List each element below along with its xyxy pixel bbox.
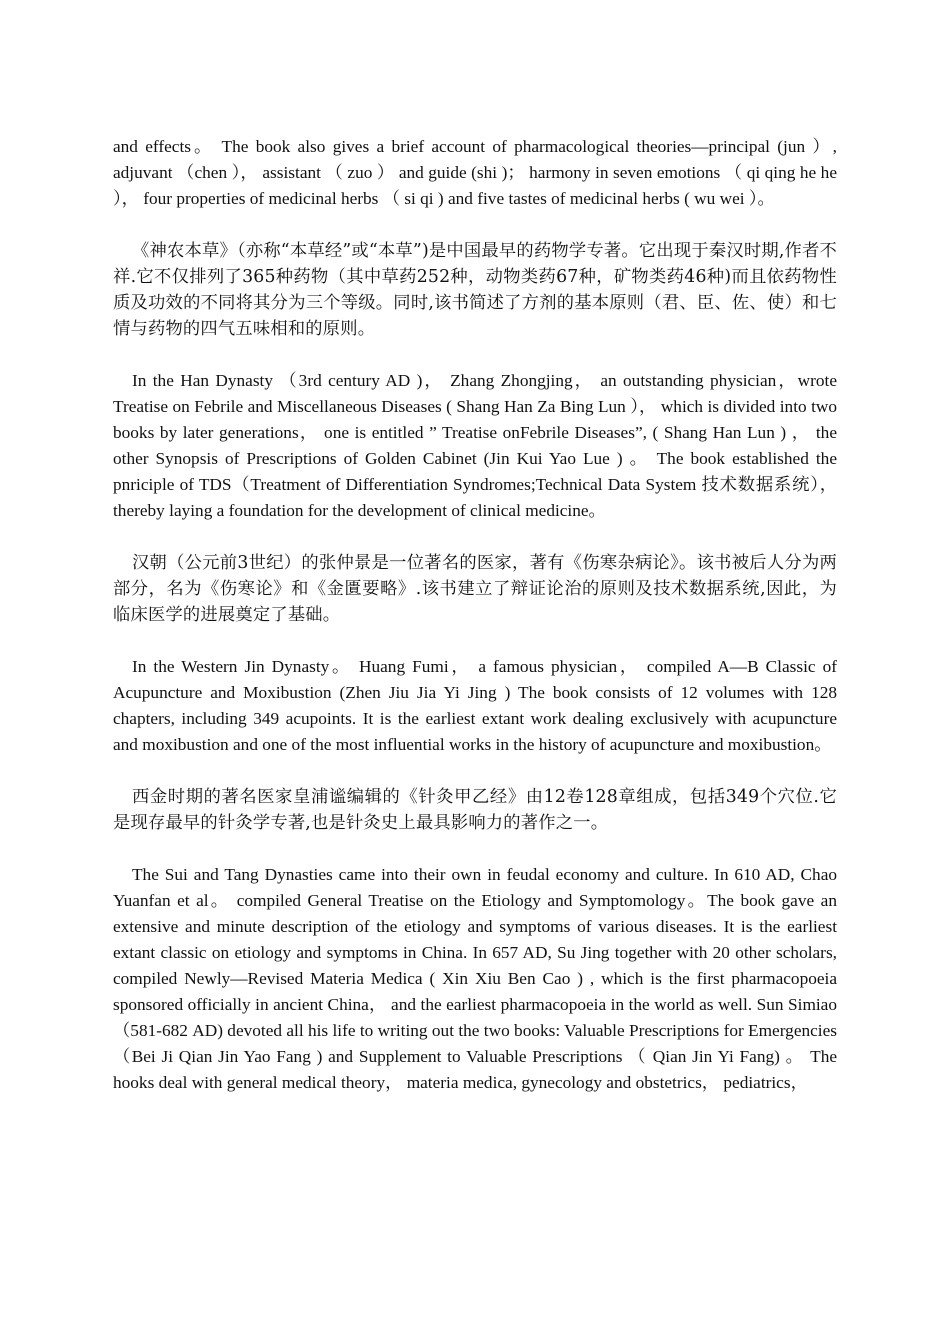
paragraph-zh-shennong: 《神农本草》（亦称“本草经”或“本草”)是中国最早的药物学专著。它出现于秦汉时期,作者不祥.它不仅排列了365种药物（其中草药252种，动物类药67种，矿物类药46种)而且依药物性质及功效的不同将其分为三个等级。同时,该书简述了方剂的基本原则（君、臣、佐、使）和七情与药物的四气五味相和的原则。: [113, 241, 837, 339]
paragraph-zh-western-jin: 西金时期的著名医家皇浦谧编辑的《针灸甲乙经》由12卷128章组成，包括349个穴位.它是现存最早的针灸学专著,也是针灸史上最具影响力的著作之一。: [113, 787, 837, 833]
paragraph-en-han-dynasty: In the Han Dynasty （3rd century AD )， Zhang Zhongjing， an outstanding physician，wrote Treatise on Febrile and Miscellaneous Diseases ( Shang Han Za Bing Lun ）， which is divided into two books by later generations， one is entitled ” Treatise onFebrile Diseases”, ( Shang Han Lun ) ， the other Synopsis of Prescriptions of Golden Cabinet (Jin Kui Yao Lue ) 。 The book established the pnriciple of TDS（Treatment of Differentiation Syndromes;Technical Data System 技术数据系统）， thereby laying a foundation for the development of clinical medicine。: [113, 371, 837, 520]
paragraph-en-sui-tang: The Sui and Tang Dynasties came into their own in feudal economy and culture. In 610 AD, Chao Yuanfan et al。 compiled General Treatise on the Etiology and Symptomology。The book gave an extensive and minute description of the etiology and symptoms of various diseases. It is the earliest extant classic on etiology and symptoms in China. In 657 AD, Su Jing together with 20 other scholars, compiled Newly—Revised Materia Medica ( Xin Xiu Ben Cao ) , which is the first pharmacopoeia sponsored officially in ancient China， and the earliest pharmacopoeia in the world as well. Sun Simiao （581-682 AD) devoted all his life to writing out the two books: Valuable Prescriptions for Emergencies （Bei Ji Qian Jin Yao Fang ) and Supplement to Valuable Prescriptions （ Qian Jin Yi Fang) 。 The hooks deal with general medical theory， materia medica, gynecology and obstetrics， pediatrics，: [113, 865, 837, 1092]
paragraph-en-western-jin: In the Western Jin Dynasty。 Huang Fumi， a famous physician， compiled A—B Classic of Acupuncture and Moxibustion (Zhen Jiu Jia Yi Jing ) The book consists of 12 volumes with 128 chapters, including 349 acupoints. It is the earliest extant work dealing exclusively with acupuncture and moxibustion and one of the most influential works in the history of acupuncture and moxibustion。: [113, 657, 837, 754]
paragraph-en-pharmacology: and effects。 The book also gives a brief account of pharmacological theories—principal (jun ）, adjuvant （chen ）， assistant （ zuo ） and guide (shi )； harmony in seven emotions （ qi qing he he ）， four properties of medicinal herbs （ si qi ) and five tastes of medicinal herbs ( wu wei ）。: [113, 137, 837, 208]
paragraph-zh-han-dynasty: 汉朝（公元前3世纪）的张仲景是一位著名的医家，著有《伤寒杂病论》。该书被后人分为两部分，名为《伤寒论》和《金匱要略》.该书建立了辩证论治的原则及技术数据系统,因此，为临床医学的进展奠定了基础。: [113, 553, 837, 625]
document-page: [113, 134, 837, 1122]
